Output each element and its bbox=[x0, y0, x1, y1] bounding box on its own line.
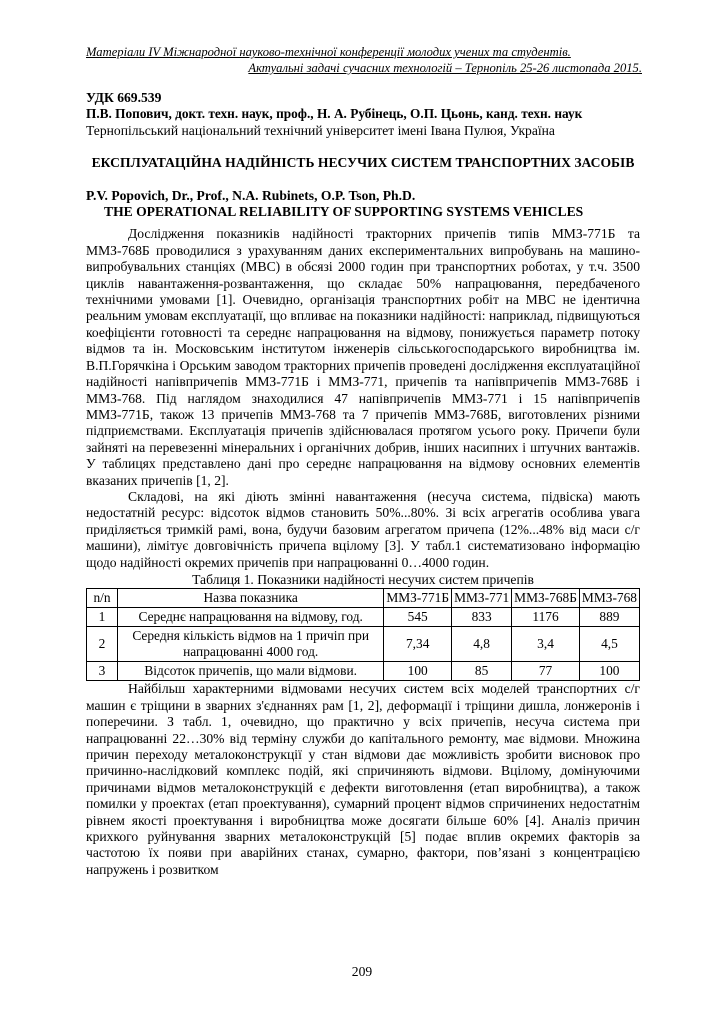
page-number: 209 bbox=[351, 964, 373, 979]
table-cell: 545 bbox=[384, 608, 452, 627]
reliability-table bbox=[86, 588, 640, 681]
table-cell: 4,5 bbox=[579, 627, 639, 662]
header-cell: ММЗ-768 bbox=[579, 589, 639, 608]
header-cell: ММЗ-771 bbox=[452, 589, 512, 608]
table-cell: Середнє напрацювання на відмову, год. bbox=[118, 608, 384, 627]
header-cell: ММЗ-771Б bbox=[384, 589, 452, 608]
table-cell: Відсоток причепів, що мали відмови. bbox=[118, 662, 384, 681]
header-cell: ММЗ-768Б bbox=[512, 589, 580, 608]
table-cell: 85 bbox=[452, 662, 512, 681]
title-ukrainian: ЕКСПЛУАТАЦІЙНА НАДІЙНІСТЬ НЕСУЧИХ СИСТЕМ ТРАНСПОРТНИХ ЗАСОБІВ bbox=[91, 155, 635, 171]
paragraph-1: Дослідження показників надійності тракторних причепів типів ММЗ-771Б та ММЗ-768Б проводилися з урахуванням даних експериментальних випробувань на машино-випробувальних станціях (МВС) в обсязі 2000 годин при транспортних роботах, у т.ч. 3500 циклів навантаження-розвантаження, що складає 50% напрацювання, передбаченого технічними умовами [1]. Очевидно, організація транспортних робіт на МВС не ідентична реальним умовам експлуатації, що впливає на показники надійності: наприклад, підвищуються коефіцієнти готовності та середнє напрацювання на відмову, понижується параметр потоку відмов та ін. Московським інститутом інженерів сільськогосподарського виробництва ім. В.П.Горячкіна і Орським заводом тракторних причепів проведені дослідження експлуатаційної надійності напівпричепів ММЗ-771Б і ММЗ-771, причепів та напівпричепів ММЗ-768Б і ММЗ-768. Під наглядом знаходилися 47 напівпричепів ММЗ-771 і 15 напівпричепів ММЗ-771Б, також 13 причепів ММЗ-768 та 7 причепів ММЗ-768Б, виготовлених різними підприємствами. Експлуатація причепів здійснювалася протягом усього року. Причепи були зайняті на перевезенні мінеральних і органічних добрив, інших насипних і штучних вантажів. У таблицях представлено дані про середнє напрацювання на відмову основних елементів вказаних причепів [1, 2]. bbox=[86, 226, 640, 488]
header-cell: Назва показника bbox=[118, 589, 384, 608]
udk-code: УДК 669.539 bbox=[86, 90, 162, 105]
header-line-1: Матеріали IV Міжнародної науково-технічної конференції молодих учених та студентів. bbox=[86, 45, 571, 59]
table-cell: 3 bbox=[87, 662, 118, 681]
table-cell: 100 bbox=[384, 662, 452, 681]
conference-header bbox=[86, 44, 642, 76]
table-header-row bbox=[87, 589, 640, 608]
article-body bbox=[86, 90, 640, 878]
title-english: THE OPERATIONAL RELIABILITY OF SUPPORTING SYSTEMS VEHICLES bbox=[104, 204, 584, 220]
affiliation: Тернопільський національний технічний університет імені Івана Пулюя, Україна bbox=[86, 122, 555, 138]
table-cell: 1176 bbox=[512, 608, 580, 627]
table-cell: 7,34 bbox=[384, 627, 452, 662]
table-cell: 889 bbox=[579, 608, 639, 627]
header-line-2: Актуальні задачі сучасних технологій – Тернопіль 25-26 листопада 2015. bbox=[248, 61, 642, 75]
table-cell: 77 bbox=[512, 662, 580, 681]
table-cell: 2 bbox=[87, 627, 118, 662]
paragraph-2: Складові, на які діють змінні навантаження (несуча система, підвіска) мають недостатній ресурс: відсоток відмов становить 50%...80%. Зі всіх агрегатів особлива увага приділяється тримкій рамі, вона, будучи базовим агрегатом причепа (12%...48% від маси с/г машини), лімітує довговічність причепа вцілому [3]. У табл.1 систематизовано інформацію щодо надійності окремих причепів при напрацюванні 0…4000 годин. bbox=[86, 488, 640, 570]
table-cell: 833 bbox=[452, 608, 512, 627]
header-cell: n/n bbox=[87, 589, 118, 608]
table-cell: Середня кількість відмов на 1 причіп при напрацюванні 4000 год. bbox=[118, 627, 384, 662]
table-row bbox=[87, 662, 640, 681]
table-cell: 3,4 bbox=[512, 627, 580, 662]
table-row bbox=[87, 627, 640, 662]
paragraph-3: Найбільш характерними відмовами несучих систем всіх моделей транспортних с/г машин є тріщини в зварних з'єднаннях рам [1, 2], деформації і тріщини дишла, лонжеронів і поперечини. З табл. 1, очевидно, що практично у всіх причепів, несуча система при напрацюванні 22…30% від терміну служби до капітального ремонту, має відмови. Множина причин переходу металоконструкції у стан відмови дає можливість зробити висновок про причинно-наслідковий комплекс подій, які спричиняють відмови. Вцілому, домінуючими причинами відмов металоконструкцій є дефекти виготовлення (етап виробництва), а також помилки у проектах (етап проектування), сумарний процент відмов спричинених недостатнім рівнем якості проектування і виробництва може досягати більше 60% [4]. Аналіз причин крихкого руйнування зварних металоконструкцій [5] подає вплив окремих факторів за частотою їх появи при аварійних станах, сумарно, фактори, пов’язані з концентрацією напружень і розвитком bbox=[86, 681, 640, 877]
table-cell: 100 bbox=[579, 662, 639, 681]
authors-ua: П.В. Попович, докт. техн. наук, проф., Н. А. Рубінець, О.П. Цьонь, канд. техн. наук bbox=[86, 106, 583, 122]
authors-english: P.V. Popovich, Dr., Prof., N.A. Rubinets, O.P. Tson, Ph.D. bbox=[86, 187, 416, 203]
table-row bbox=[87, 608, 640, 627]
table-cell: 4,8 bbox=[452, 627, 512, 662]
table-cell: 1 bbox=[87, 608, 118, 627]
table-caption: Таблиця 1. Показники надійності несучих систем причепів bbox=[192, 571, 534, 587]
